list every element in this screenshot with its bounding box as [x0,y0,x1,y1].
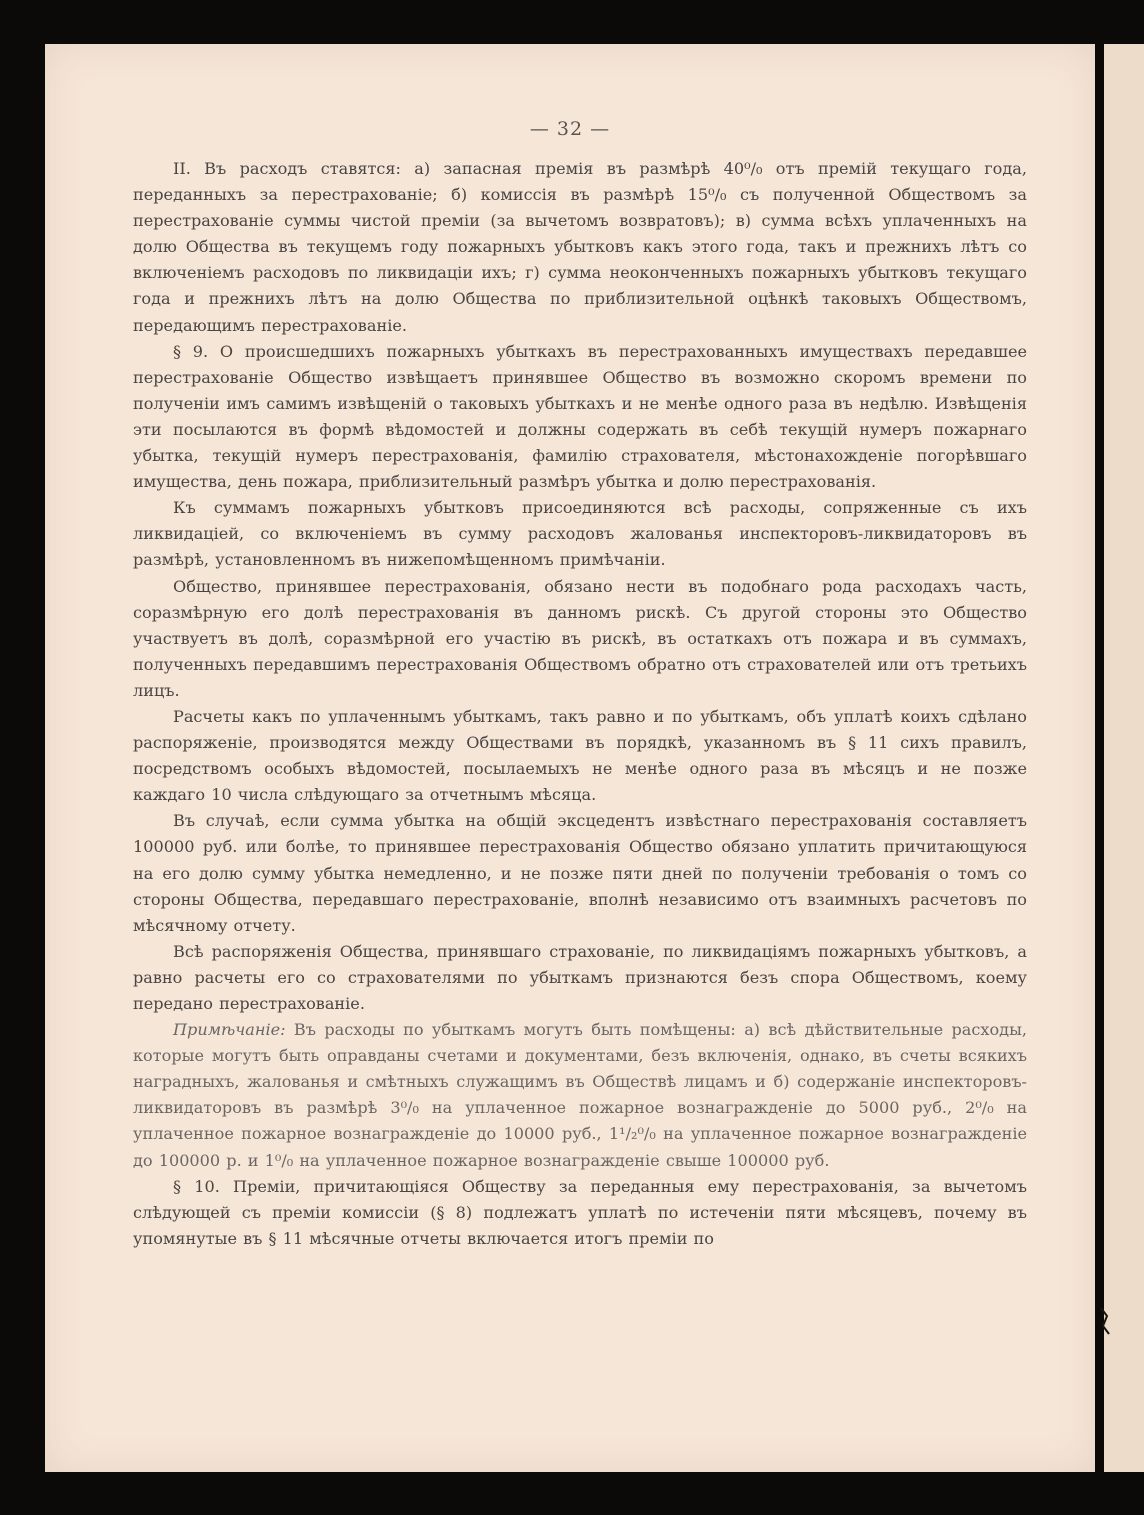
paragraph-large-loss: Въ случаѣ, если сумма убытка на общій эксцедентъ извѣстнаго перестрахованія составляетъ 100000 руб. или болѣе, то принявшее перестрахованія Общество обязано уплатить причитающуюся на его долю сумму убытка немедленно, и не позже пяти дней по полученіи требованія о томъ со стороны Общества, передавшаго перестрахованіе, вполнѣ независимо отъ взаимныхъ расчетовъ по мѣсячному отчету. [133,811,1027,935]
paragraph-settlements: Расчеты какъ по уплаченнымъ убыткамъ, такъ равно и по убыткамъ, объ уплатѣ коихъ сдѣлано распоряженіе, производятся между Обществами въ порядкѣ, указанномъ въ § 11 сихъ правилъ, посредствомъ особыхъ вѣдомостей, посылаемыхъ не менѣе одного раза въ мѣсяцъ и не позже каждаго 10 числа слѣдующаго за отчетнымъ мѣсяца. [133,706,1027,805]
note-paragraph [133,1017,1027,1174]
paragraph-expenses: II. Въ расходъ ставятся: а) запасная премія въ размѣрѣ 40⁰/₀ отъ премій текущаго года, переданныхъ за перестрахованіе; б) комиссія въ размѣрѣ 15⁰/₀ съ полученной Обществомъ за перестрахованіе суммы чистой преміи (за вычетомъ возвратовъ); в) сумма всѣхъ уплаченныхъ на долю Общества въ текущемъ году пожарныхъ убытковъ какъ этого года, такъ и прежнихъ лѣтъ со включеніемъ расходовъ по ликвидаціи ихъ; г) сумма неоконченныхъ пожарныхъ убытковъ текущаго года и прежнихъ лѣтъ на долю Общества по приблизительной оцѣнкѣ таковыхъ Обществомъ, передающимъ перестрахованіе. [133,159,1027,335]
paragraph-liquidation: Всѣ распоряженія Общества, принявшаго страхованіе, по ликвидаціямъ пожарныхъ убытковъ, а равно расчеты его со страхователями по убыткамъ признаются безъ спора Обществомъ, коему передано перестрахованіе. [133,941,1027,1013]
paragraph-section-9: § 9. О происшедшихъ пожарныхъ убыткахъ въ перестрахованныхъ имуществахъ передавшее перестрахованіе Общество извѣщаетъ принявшее Общество въ возможно скоромъ времени по полученіи имъ самимъ извѣщеній о таковыхъ убыткахъ и не менѣе одного раза въ недѣлю. Извѣщенія эти посылаются въ формѣ вѣдомостей и должны содержать въ себѣ текущій нумеръ пожарнаго убытка, текущій нумеръ перестрахованія, фамилію страхователя, мѣстонахожденіе погорѣвшаго имущества, день пожара, приблизительный размѣръ убытка и долю перестрахованія. [133,341,1027,492]
document-page [45,44,1095,1472]
adjacent-page-edge [1104,44,1144,1472]
body-text [133,156,1027,1252]
page-number: — 32 — [529,118,611,140]
margin-mark [1098,1300,1112,1340]
note-text: Въ расходы по убыткамъ могутъ быть помѣщены: а) всѣ дѣйствительные расходы, которые могутъ быть оправданы счетами и документами, безъ включенія, однако, въ счеты всякихъ наградныхъ, жалованья и смѣтныхъ служащимъ въ Обществѣ лицамъ и б) содержаніе инспекторовъ-ликвидаторовъ въ размѣрѣ 3⁰/₀ на уплаченное пожарное вознагражденіе до 5000 руб., 2⁰/₀ на уплаченное пожарное вознагражденіе до 10000 руб., 1¹/₂⁰/₀ на уплаченное пожарное вознагражденіе до 100000 р. и 1⁰/₀ на уплаченное пожарное вознагражденіе свыше 100000 руб. [133,1020,1027,1170]
paragraph-obligations: Общество, принявшее перестрахованія, обязано нести въ подобнаго рода расходахъ часть, соразмѣрную его долѣ перестрахованія въ данномъ рискѣ. Съ другой стороны это Общество участвуетъ въ долѣ, соразмѣрной его участію въ рискѣ, въ остаткахъ отъ пожара и въ суммахъ, полученныхъ передавшимъ перестрахованія Обществомъ обратно отъ страхователей или отъ третьихъ лицъ. [133,576,1027,700]
paragraph-loss-expenses: Къ суммамъ пожарныхъ убытковъ присоединяются всѣ расходы, сопряженные съ ихъ ликвидаціей, со включеніемъ въ сумму расходовъ жалованья инспекторовъ-ликвидаторовъ въ размѣрѣ, установленномъ въ нижепомѣщенномъ примѣчаніи. [133,498,1027,570]
paragraph-section-10: § 10. Преміи, причитающіяся Обществу за переданныя ему перестрахованія, за вычетомъ слѣдующей съ преміи комиссіи (§ 8) подлежатъ уплатѣ по истеченіи пяти мѣсяцевъ, почему въ упомянутые въ § 11 мѣсячные отчеты включается итогъ преміи по [133,1176,1027,1248]
note-label: Примѣчаніе: [173,1020,286,1040]
